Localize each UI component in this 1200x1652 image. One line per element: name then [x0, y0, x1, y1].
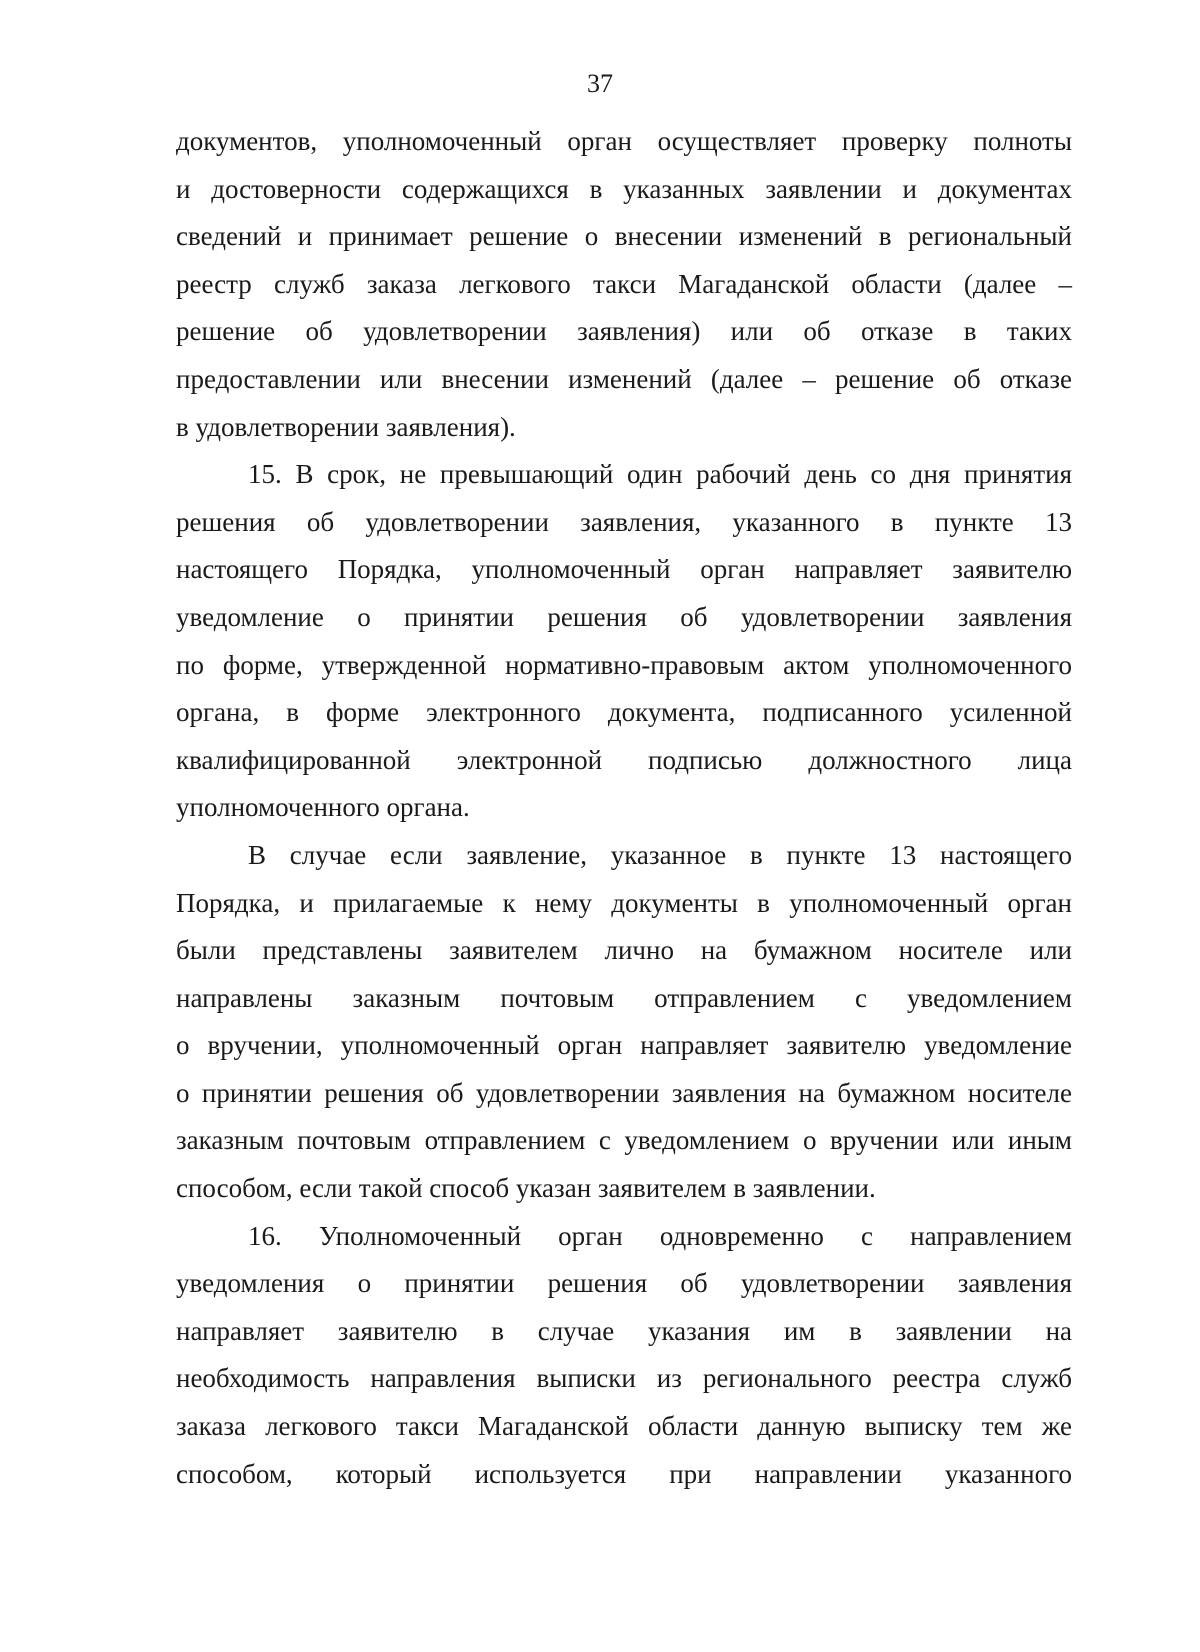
text-line: о вручении, уполномоченный орган направляет заявителю уведомление — [176, 1030, 1072, 1061]
text-line: органа, в форме электронного документа, подписанного усиленной — [176, 697, 1072, 728]
text-line: способом, который используется при направлении указанного — [176, 1458, 1072, 1489]
text-line: настоящего Порядка, уполномоченный орган направляет заявителю — [176, 554, 1072, 585]
text-line: 16. Уполномоченный орган одновременно с направлением — [248, 1220, 1072, 1251]
text-line: направляет заявителю в случае указания им в заявлении на — [176, 1315, 1072, 1346]
text-line: квалифицированной электронной подписью должностного лица — [176, 744, 1072, 775]
text-line: по форме, утвержденной нормативно-правовым актом уполномоченного — [176, 649, 1072, 680]
text-line: способом, если такой способ указан заявителем в заявлении. — [176, 1173, 876, 1204]
text-line: уведомление о принятии решения об удовлетворении заявления — [176, 601, 1072, 632]
text-line: решение об удовлетворении заявления) или об отказе в таких — [176, 316, 1072, 347]
text-line: предоставлении или внесении изменений (далее – решение об отказе — [176, 363, 1072, 394]
text-line: в удовлетворении заявления). — [176, 411, 516, 442]
text-line: сведений и принимает решение о внесении изменений в региональный — [176, 221, 1072, 252]
text-line: документов, уполномоченный орган осуществляет проверку полноты — [176, 126, 1072, 156]
text-line: реестр служб заказа легкового такси Магаданской области (далее – — [176, 268, 1072, 299]
text-line: Порядка, и прилагаемые к нему документы в уполномоченный орган — [176, 887, 1072, 918]
document-body — [176, 118, 1072, 1498]
text-line: уведомления о принятии решения об удовлетворении заявления — [176, 1268, 1072, 1299]
text-line: о принятии решения об удовлетворении заявления на бумажном носителе — [176, 1077, 1072, 1108]
text-line: и достоверности содержащихся в указанных заявлении и документах — [176, 173, 1072, 204]
text-line: направлены заказным почтовым отправлением с уведомлением — [176, 982, 1072, 1013]
page-number: 37 — [587, 69, 613, 98]
text-line: В случае если заявление, указанное в пункте 13 настоящего — [248, 839, 1072, 870]
text-line: заказным почтовым отправлением с уведомлением о вручении или иным — [176, 1125, 1072, 1156]
text-line: уполномоченного органа. — [176, 792, 470, 823]
text-line: необходимость направления выписки из регионального реестра служб — [176, 1363, 1072, 1394]
text-line: были представлены заявителем лично на бумажном носителе или — [176, 935, 1072, 966]
text-line: заказа легкового такси Магаданской области данную выписку тем же — [176, 1411, 1072, 1442]
text-line: 15. В срок, не превышающий один рабочий день со дня принятия — [248, 459, 1072, 490]
text-line: решения об удовлетворении заявления, указанного в пункте 13 — [176, 506, 1072, 537]
